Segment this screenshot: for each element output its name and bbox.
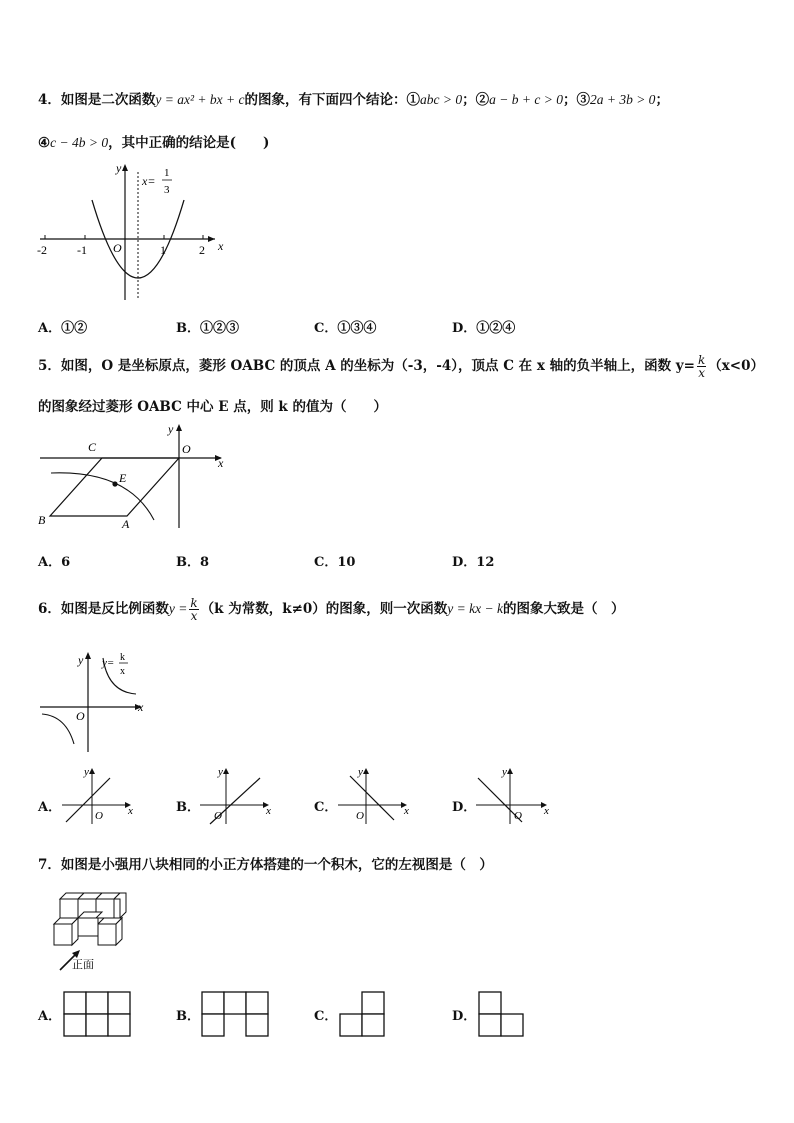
q7-option-d-view[interactable]: [477, 991, 527, 1037]
svg-text:O: O: [356, 810, 364, 822]
q7-option-b[interactable]: B．: [176, 1009, 200, 1024]
q6-origin-label: O: [76, 709, 85, 723]
q6-option-b-graph[interactable]: [198, 764, 278, 826]
q6-curve-label: y=: [102, 657, 115, 669]
q6-curve-den: x: [120, 666, 125, 677]
q4-tick-1: 1: [160, 243, 166, 257]
svg-text:x: x: [266, 805, 271, 817]
svg-text:y: y: [502, 766, 507, 778]
q6-x-axis-label: x: [138, 700, 144, 714]
q4-y-axis-label: y: [116, 161, 122, 175]
q6-option-a-graph[interactable]: [60, 764, 140, 826]
q6-stem-line1: 6．如图是反比例函数y = $\frac{k}{x}$ （k 为常数，k≠0）的图象，则一次函数y = kx − k的图象大致是（ ）: [38, 596, 625, 623]
svg-text:O: O: [95, 810, 103, 822]
q5-option-a[interactable]: A．6: [38, 555, 71, 570]
q7-front-label: 正面: [72, 959, 94, 971]
q4-option-b[interactable]: B．①②③: [176, 321, 240, 336]
q4-option-a[interactable]: A．①②: [38, 321, 88, 336]
q6-option-d-graph[interactable]: [474, 764, 558, 826]
q5-rhombus-graph: [36, 420, 232, 540]
svg-text:O: O: [514, 810, 522, 822]
q4-quadratic-formula: y = ax² + bx + c: [155, 92, 245, 107]
q4-symmetry-num: 1: [164, 167, 170, 179]
q4-x-axis-label: x: [218, 239, 224, 253]
svg-text:y: y: [218, 766, 223, 778]
q6-option-d[interactable]: D．: [452, 800, 477, 815]
q4-origin-label: O: [113, 241, 122, 255]
q4-symmetry-label: x=: [142, 174, 156, 188]
svg-text:y: y: [358, 766, 363, 778]
q4-conclusion-4: c − 4b > 0: [50, 135, 109, 150]
q4-stem-line2: ④c − 4b > 0，其中正确的结论是( ): [38, 135, 270, 151]
q4-conclusion-3: 2a + 3b > 0: [589, 92, 656, 107]
q4-conclusion-2: a − b + c > 0: [489, 92, 563, 107]
svg-text:x: x: [128, 805, 133, 817]
q6-option-c[interactable]: C．: [314, 800, 338, 815]
q5-label-b: B: [38, 513, 46, 527]
q4-conclusion-1: abc > 0: [420, 92, 463, 107]
q5-option-b[interactable]: B．8: [176, 555, 210, 570]
q6-y-axis-label: y: [78, 653, 84, 667]
q6-hyperbola-graph: [36, 648, 156, 756]
q7-option-d[interactable]: D．: [452, 1009, 477, 1024]
q5-label-o: O: [182, 442, 191, 456]
q5-label-c: C: [88, 440, 97, 454]
svg-text:O: O: [214, 810, 222, 822]
svg-text:x: x: [404, 805, 409, 817]
q4-tick-2: 2: [199, 243, 205, 257]
q4-option-c[interactable]: C．①③④: [314, 321, 377, 336]
q7-option-c-view[interactable]: [338, 991, 388, 1037]
q6-fraction: $\frac{k}{x}$: [190, 596, 198, 623]
q5-stem-line2: 的图象经过菱形 OABC 中心 E 点，则 k 的值为（ ）: [38, 399, 387, 415]
q4-symmetry-den: 3: [164, 184, 170, 196]
q6-curve-num: k: [120, 652, 125, 663]
q7-option-a[interactable]: A．: [38, 1009, 62, 1024]
q4-tick-neg1: -1: [77, 243, 87, 257]
q7-block-figure: [46, 884, 146, 976]
q4-tick-neg2: -2: [37, 243, 47, 257]
q5-label-e: E: [119, 471, 127, 485]
q5-option-c[interactable]: C．10: [314, 555, 356, 570]
q5-x-axis-label: x: [218, 456, 224, 470]
q7-option-b-view[interactable]: [200, 991, 272, 1037]
q5-y-axis-label: y: [168, 422, 174, 436]
q7-option-c[interactable]: C．: [314, 1009, 338, 1024]
q5-option-d[interactable]: D．12: [452, 555, 495, 570]
svg-text:y: y: [84, 766, 89, 778]
svg-text:x: x: [544, 805, 549, 817]
q4-stem-line1: 4．如图是二次函数y = ax² + bx + c的图象，有下面四个结论：①abc > 0；②a − b + c > 0；③2a + 3b > 0；: [38, 92, 669, 108]
q6-option-b[interactable]: B．: [176, 800, 200, 815]
q5-fraction: $\frac{k}{x}$: [697, 353, 706, 380]
q4-option-d[interactable]: D．①②④: [452, 321, 516, 336]
q6-option-a[interactable]: A．: [38, 800, 62, 815]
q4-parabola-graph: [30, 160, 230, 305]
q5-stem-line1: 5．如图，O 是坐标原点，菱形 OABC 的顶点 A 的坐标为（-3，-4），顶点 C 在 x 轴的负半轴上，函数 y= $\frac{k}{x}$ （x<0）: [38, 353, 765, 380]
q7-option-a-view[interactable]: [62, 991, 134, 1037]
q6-option-c-graph[interactable]: [336, 764, 416, 826]
q6-linear-formula: y = kx − k: [447, 601, 503, 616]
q7-stem-line1: 7．如图是小强用八块相同的小正方体搭建的一个积木，它的左视图是（ ）: [38, 857, 493, 873]
q5-label-a: A: [122, 517, 130, 531]
